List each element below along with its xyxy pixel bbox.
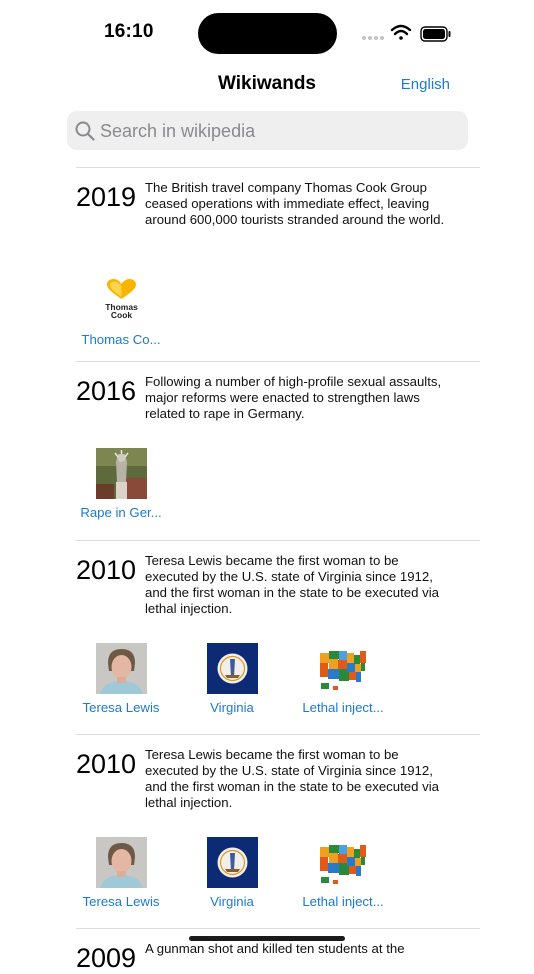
teresa-lewis-photo xyxy=(96,643,147,694)
svg-text:Cook: Cook xyxy=(110,310,132,320)
link-teresa-lewis[interactable] xyxy=(76,837,166,909)
status-icons xyxy=(362,22,452,44)
wifi-icon xyxy=(392,26,410,40)
event-description: Teresa Lewis became the first woman to be executed by the U.S. state of Virginia since 1912, and the first woman in the state to be executed via lethal injection. xyxy=(145,747,439,810)
virginia-flag xyxy=(207,837,258,888)
link-rape-in-germany[interactable] xyxy=(76,448,166,520)
link-label: Thomas Co... xyxy=(81,332,161,347)
event-description: A gunman shot and killed ten students at the xyxy=(145,941,405,956)
link-virginia[interactable] xyxy=(187,837,277,909)
event-year: 2010 xyxy=(76,749,137,779)
link-lethal-injection[interactable] xyxy=(298,837,388,909)
status-time: 16:10 xyxy=(104,21,154,42)
link-label: Rape in Ger... xyxy=(80,505,162,520)
link-lethal-injection[interactable] xyxy=(298,643,388,715)
link-teresa-lewis[interactable] xyxy=(76,643,166,715)
event-year: 2009 xyxy=(76,943,137,973)
virginia-flag xyxy=(207,643,258,694)
us-map xyxy=(318,643,369,694)
event-year: 2019 xyxy=(76,182,137,212)
svg-text:Thomas: Thomas xyxy=(104,302,138,312)
link-label: Teresa Lewis xyxy=(82,894,160,909)
event-year: 2016 xyxy=(76,376,137,406)
search-placeholder: Search in wikipedia xyxy=(100,121,256,141)
link-label: Lethal inject... xyxy=(302,894,384,909)
link-label: Lethal inject... xyxy=(302,700,384,715)
event-description: The British travel company Thomas Cook Group ceased operations with immediate effect, leaving around 600,000 tourists stranded around the world. xyxy=(145,180,445,227)
events-feed[interactable] xyxy=(76,167,480,973)
link-label: Virginia xyxy=(210,894,254,909)
battery-icon xyxy=(421,27,451,41)
language-button[interactable]: English xyxy=(400,76,450,93)
event-item xyxy=(76,929,480,973)
us-map xyxy=(318,837,369,888)
link-label: Virginia xyxy=(210,700,254,715)
event-item xyxy=(76,362,480,540)
event-item xyxy=(76,541,480,734)
event-description: Teresa Lewis became the first woman to be executed by the U.S. state of Virginia since 1912, and the first woman in the state to be executed via lethal injection. xyxy=(145,553,439,616)
dynamic-island xyxy=(198,13,337,54)
event-description: Following a number of high-profile sexual assaults, major reforms were enacted to strengthen laws related to rape in Germany. xyxy=(145,374,442,421)
page-title: Wikiwands xyxy=(217,73,316,94)
event-item xyxy=(76,168,480,361)
statue-photo xyxy=(96,448,147,499)
event-item xyxy=(76,735,480,928)
signal-icon xyxy=(362,36,384,40)
event-year: 2010 xyxy=(76,555,137,585)
link-label: Teresa Lewis xyxy=(82,700,160,715)
teresa-lewis-photo xyxy=(96,837,147,888)
link-virginia[interactable] xyxy=(187,643,277,715)
thomas-cook-logo xyxy=(96,275,147,326)
home-indicator[interactable] xyxy=(189,936,345,941)
search-icon xyxy=(75,121,95,141)
search-input[interactable] xyxy=(67,111,468,150)
link-thomas-cook[interactable] xyxy=(76,275,166,347)
